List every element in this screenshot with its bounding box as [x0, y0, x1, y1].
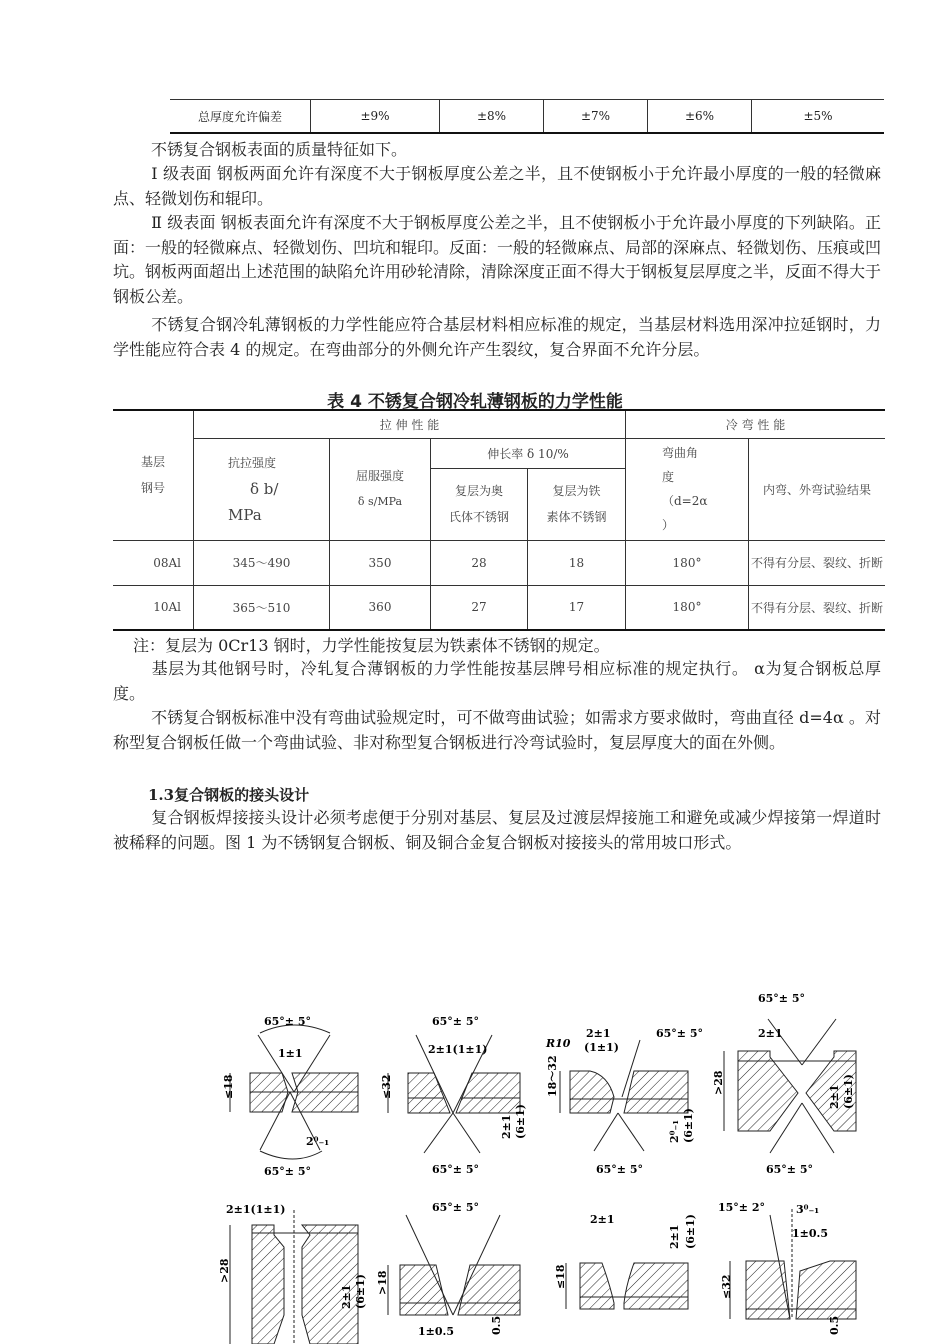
figure-label: >18: [376, 1270, 389, 1295]
figure-label: (6±1): [354, 1274, 367, 1309]
figure-label: 2±1: [586, 1027, 611, 1040]
header-bend-result: 内弯、外弯试验结果: [749, 438, 886, 540]
header-text: ）: [662, 518, 675, 532]
header-austenitic: [431, 468, 528, 540]
groove-h: [718, 1201, 856, 1335]
paragraph: [113, 211, 881, 309]
table-cell: 不得有分层、裂纹、折断: [749, 540, 886, 585]
table-note: 注：复层为 0Cr13 钢时，力学性能按复层为铁素体不锈钢的规定。: [133, 636, 610, 655]
groove-b: [380, 1015, 527, 1176]
figure-label: 65°± 5°: [656, 1027, 704, 1040]
header-text: 度: [662, 470, 675, 484]
header-tensile-group: 拉 伸 性 能: [194, 410, 626, 438]
tolerance-cell: ±9%: [311, 100, 440, 134]
figure-label: 65°± 5°: [264, 1165, 312, 1178]
figure-label: 65°± 5°: [432, 1015, 480, 1028]
section-heading: 1.3复合钢板的接头设计: [148, 786, 310, 804]
figure-label: (6±1): [684, 1214, 697, 1249]
table-cell: 350: [330, 540, 431, 585]
paragraph: [113, 806, 881, 855]
figure-label: R10: [546, 1037, 571, 1050]
header-yield-strength: [330, 438, 431, 540]
table-row: [113, 585, 885, 630]
groove-a: [222, 1015, 358, 1178]
figure-label: 65°± 5°: [758, 992, 806, 1005]
figure-label: 65°± 5°: [596, 1163, 644, 1176]
figure-label: 65°± 5°: [766, 1163, 814, 1176]
figure-label: 15°± 2°: [718, 1201, 766, 1214]
paragraph: [113, 657, 881, 706]
header-text: δ b/: [250, 480, 279, 498]
figure-label: 1±0.5: [792, 1227, 829, 1240]
figure-label: ≤32: [380, 1074, 393, 1099]
thickness-tolerance-table: [170, 99, 884, 134]
tolerance-cell: ±8%: [440, 100, 544, 134]
figure-label: ≤18: [554, 1264, 567, 1289]
figure-label: 2±1: [340, 1284, 353, 1309]
figure-label: 2⁰₋₁: [668, 1119, 681, 1143]
header-text: 弯曲角: [662, 446, 699, 460]
paragraph: [113, 138, 881, 163]
table-cell: 08Al: [113, 540, 194, 585]
figure-label: (6±1): [842, 1074, 855, 1109]
table-row: [113, 540, 885, 585]
tolerance-label: 总厚度允许偏差: [170, 100, 311, 134]
groove-c: [545, 1027, 703, 1176]
figure-label: 2±1(1±1): [428, 1043, 488, 1056]
groove-forms-figure: [210, 985, 870, 1344]
table-cell: 365～510: [194, 585, 330, 630]
figure-label: 2±1: [828, 1084, 841, 1109]
table-cell: 345～490: [194, 540, 330, 585]
paragraph-text: 不锈复合钢冷轧薄钢板的力学性能应符合基层材料相应标准的规定，当基层材料选用深冲拉延钢时，力学性能应符合表 4 的规定。在弯曲部分的外侧允许产生裂纹，复合界面不允许分层。: [113, 315, 881, 359]
figure-label: 65°± 5°: [432, 1201, 480, 1214]
figure-label: 1±0.5: [418, 1325, 455, 1338]
figure-label: ≤32: [720, 1274, 733, 1299]
figure-label: 0.5: [828, 1315, 841, 1335]
groove-g: [554, 1213, 697, 1309]
table-cell: 17: [528, 585, 626, 630]
tolerance-cell: ±7%: [544, 100, 648, 134]
header-text: 抗拉强度: [228, 456, 277, 470]
header-text: （d=2α: [662, 494, 708, 508]
header-base-steel: 基层 钢号: [113, 410, 194, 540]
mechanical-properties-table: [113, 409, 885, 631]
paragraph-text: 基层为其他钢号时，冷轧复合薄钢板的力学性能按基层牌号相应标准的规定执行。 α为复合钢板总厚度。: [113, 659, 881, 703]
header-text: δ s/MPa: [357, 495, 403, 508]
groove-e: [218, 1203, 367, 1344]
figure-label: 1±1: [278, 1047, 303, 1060]
figure-label: 2±1: [590, 1213, 615, 1226]
paragraph-text: 不锈复合钢板表面的质量特征如下。: [151, 140, 408, 159]
table-cell: 28: [431, 540, 528, 585]
table-cell: 不得有分层、裂纹、折断: [749, 585, 886, 630]
header-text: 屈服强度: [355, 469, 404, 483]
figure-label: 2⁰₋₁: [306, 1135, 330, 1148]
tolerance-cell: ±5%: [803, 109, 833, 123]
figure-label: 0.5: [490, 1315, 503, 1335]
figure-label: >28: [218, 1258, 231, 1283]
table-title: 表 4 不锈复合钢冷轧薄钢板的力学性能: [327, 392, 623, 412]
figure-label: ≤18: [222, 1074, 235, 1099]
header-text: 复层为铁: [552, 484, 601, 498]
header-tensile-strength: [194, 438, 330, 540]
table-cell: 27: [431, 585, 528, 630]
header-text: MPa: [228, 506, 262, 524]
paragraph-text: Ⅱ 级表面 钢板表面允许有深度不大于钢板厚度公差之半，且不使钢板小于允许最小厚度的下列缺陷。正面：一般的轻微麻点、轻微划伤、凹坑和辊印。反面：一般的轻微麻点、局部的深麻点、轻微划伤、压痕或凹坑。钢板两面超出上述范围的缺陷允许用砂轮清除，清除深度正面不得大于钢板复层厚度之半，反面不得大于钢板公差。: [113, 213, 882, 306]
header-text: 氏体不锈钢: [448, 510, 509, 524]
figure-label: 65°± 5°: [432, 1163, 480, 1176]
header-text: 素体不锈钢: [546, 510, 607, 524]
table-cell: 360: [330, 585, 431, 630]
paragraph: [113, 706, 881, 755]
figure-label: 65°± 5°: [264, 1015, 312, 1028]
figure-label: (6±1): [682, 1108, 695, 1143]
paragraph: [113, 313, 881, 362]
header-elongation: 伸长率 δ 10/%: [431, 438, 626, 468]
figure-label: 18～32: [546, 1055, 559, 1097]
header-bend-group: 冷 弯 性 能: [626, 410, 886, 438]
table-cell: 180°: [626, 540, 749, 585]
tolerance-cell: ±6%: [648, 100, 752, 134]
header-ferritic: [528, 468, 626, 540]
table-cell: 18: [528, 540, 626, 585]
paragraph-text: 不锈复合钢板标准中没有弯曲试验规定时，可不做弯曲试验；如需求方要求做时，弯曲直径 d=4α 。对称型复合钢板任做一个弯曲试验、非对称型复合钢板进行冷弯试验时，复层厚度大的面在外侧。: [113, 708, 881, 752]
header-bend-angle: [626, 438, 749, 540]
figure-label: (6±1): [514, 1104, 527, 1139]
figure-label: 2±1: [758, 1027, 783, 1040]
figure-label: 2±1: [668, 1224, 681, 1249]
figure-label: 2±1: [500, 1114, 513, 1139]
table-cell: 180°: [626, 585, 749, 630]
figure-label: 3⁰₋₁: [796, 1203, 820, 1216]
groove-d: [712, 992, 856, 1176]
header-text: 复层为奥: [454, 484, 503, 498]
groove-f: [376, 1201, 520, 1338]
paragraph: [113, 162, 881, 211]
figure-label: >28: [712, 1070, 725, 1095]
table-cell: 10Al: [113, 585, 194, 630]
paragraph-text: Ⅰ 级表面 钢板两面允许有深度不大于钢板厚度公差之半，且不使钢板小于允许最小厚度的一般的轻微麻点、轻微划伤和辊印。: [113, 164, 881, 208]
figure-label: 2±1(1±1): [226, 1203, 286, 1216]
figure-label: (1±1): [584, 1041, 619, 1054]
paragraph-text: 复合钢板焊接接头设计必须考虑便于分别对基层、复层及过渡层焊接施工和避免或减少焊接第一焊道时被稀释的问题。图 1 为不锈钢复合钢板、铜及铜合金复合钢板对接接头的常用坡口形式。: [113, 808, 881, 852]
